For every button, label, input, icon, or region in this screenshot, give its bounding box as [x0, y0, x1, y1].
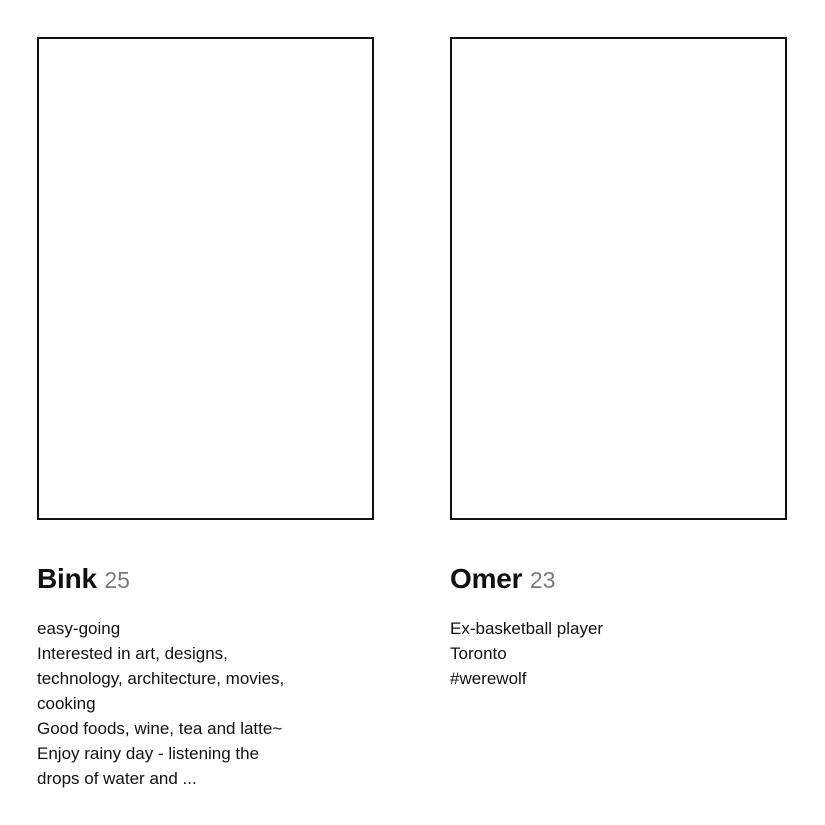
bio-line: Good foods, wine, tea and latte~	[37, 719, 283, 738]
bio-line: Ex-basketball player	[450, 619, 604, 638]
profile-header	[450, 562, 787, 596]
bio-line: Toronto	[450, 644, 507, 663]
profile-card-omer[interactable]	[450, 37, 787, 691]
profile-card-bink[interactable]	[37, 37, 374, 791]
profile-name: Bink	[37, 563, 97, 594]
profile-header	[37, 562, 374, 596]
profile-bio	[450, 616, 787, 691]
bio-line: easy-going	[37, 619, 121, 638]
profile-age: 23	[529, 567, 556, 593]
bio-line: Enjoy rainy day - listening the	[37, 744, 260, 763]
bio-line: Interested in art, designs,	[37, 644, 228, 663]
profile-name: Omer	[450, 563, 523, 594]
bio-line: drops of water and ...	[37, 769, 197, 788]
bio-line: #werewolf	[450, 669, 527, 688]
bio-line: cooking	[37, 694, 96, 713]
profile-bio	[37, 616, 374, 791]
profile-age: 25	[104, 567, 130, 593]
profile-photo-placeholder[interactable]	[450, 37, 787, 520]
bio-line: technology, architecture, movies,	[37, 669, 285, 688]
profile-photo-placeholder[interactable]	[37, 37, 374, 520]
